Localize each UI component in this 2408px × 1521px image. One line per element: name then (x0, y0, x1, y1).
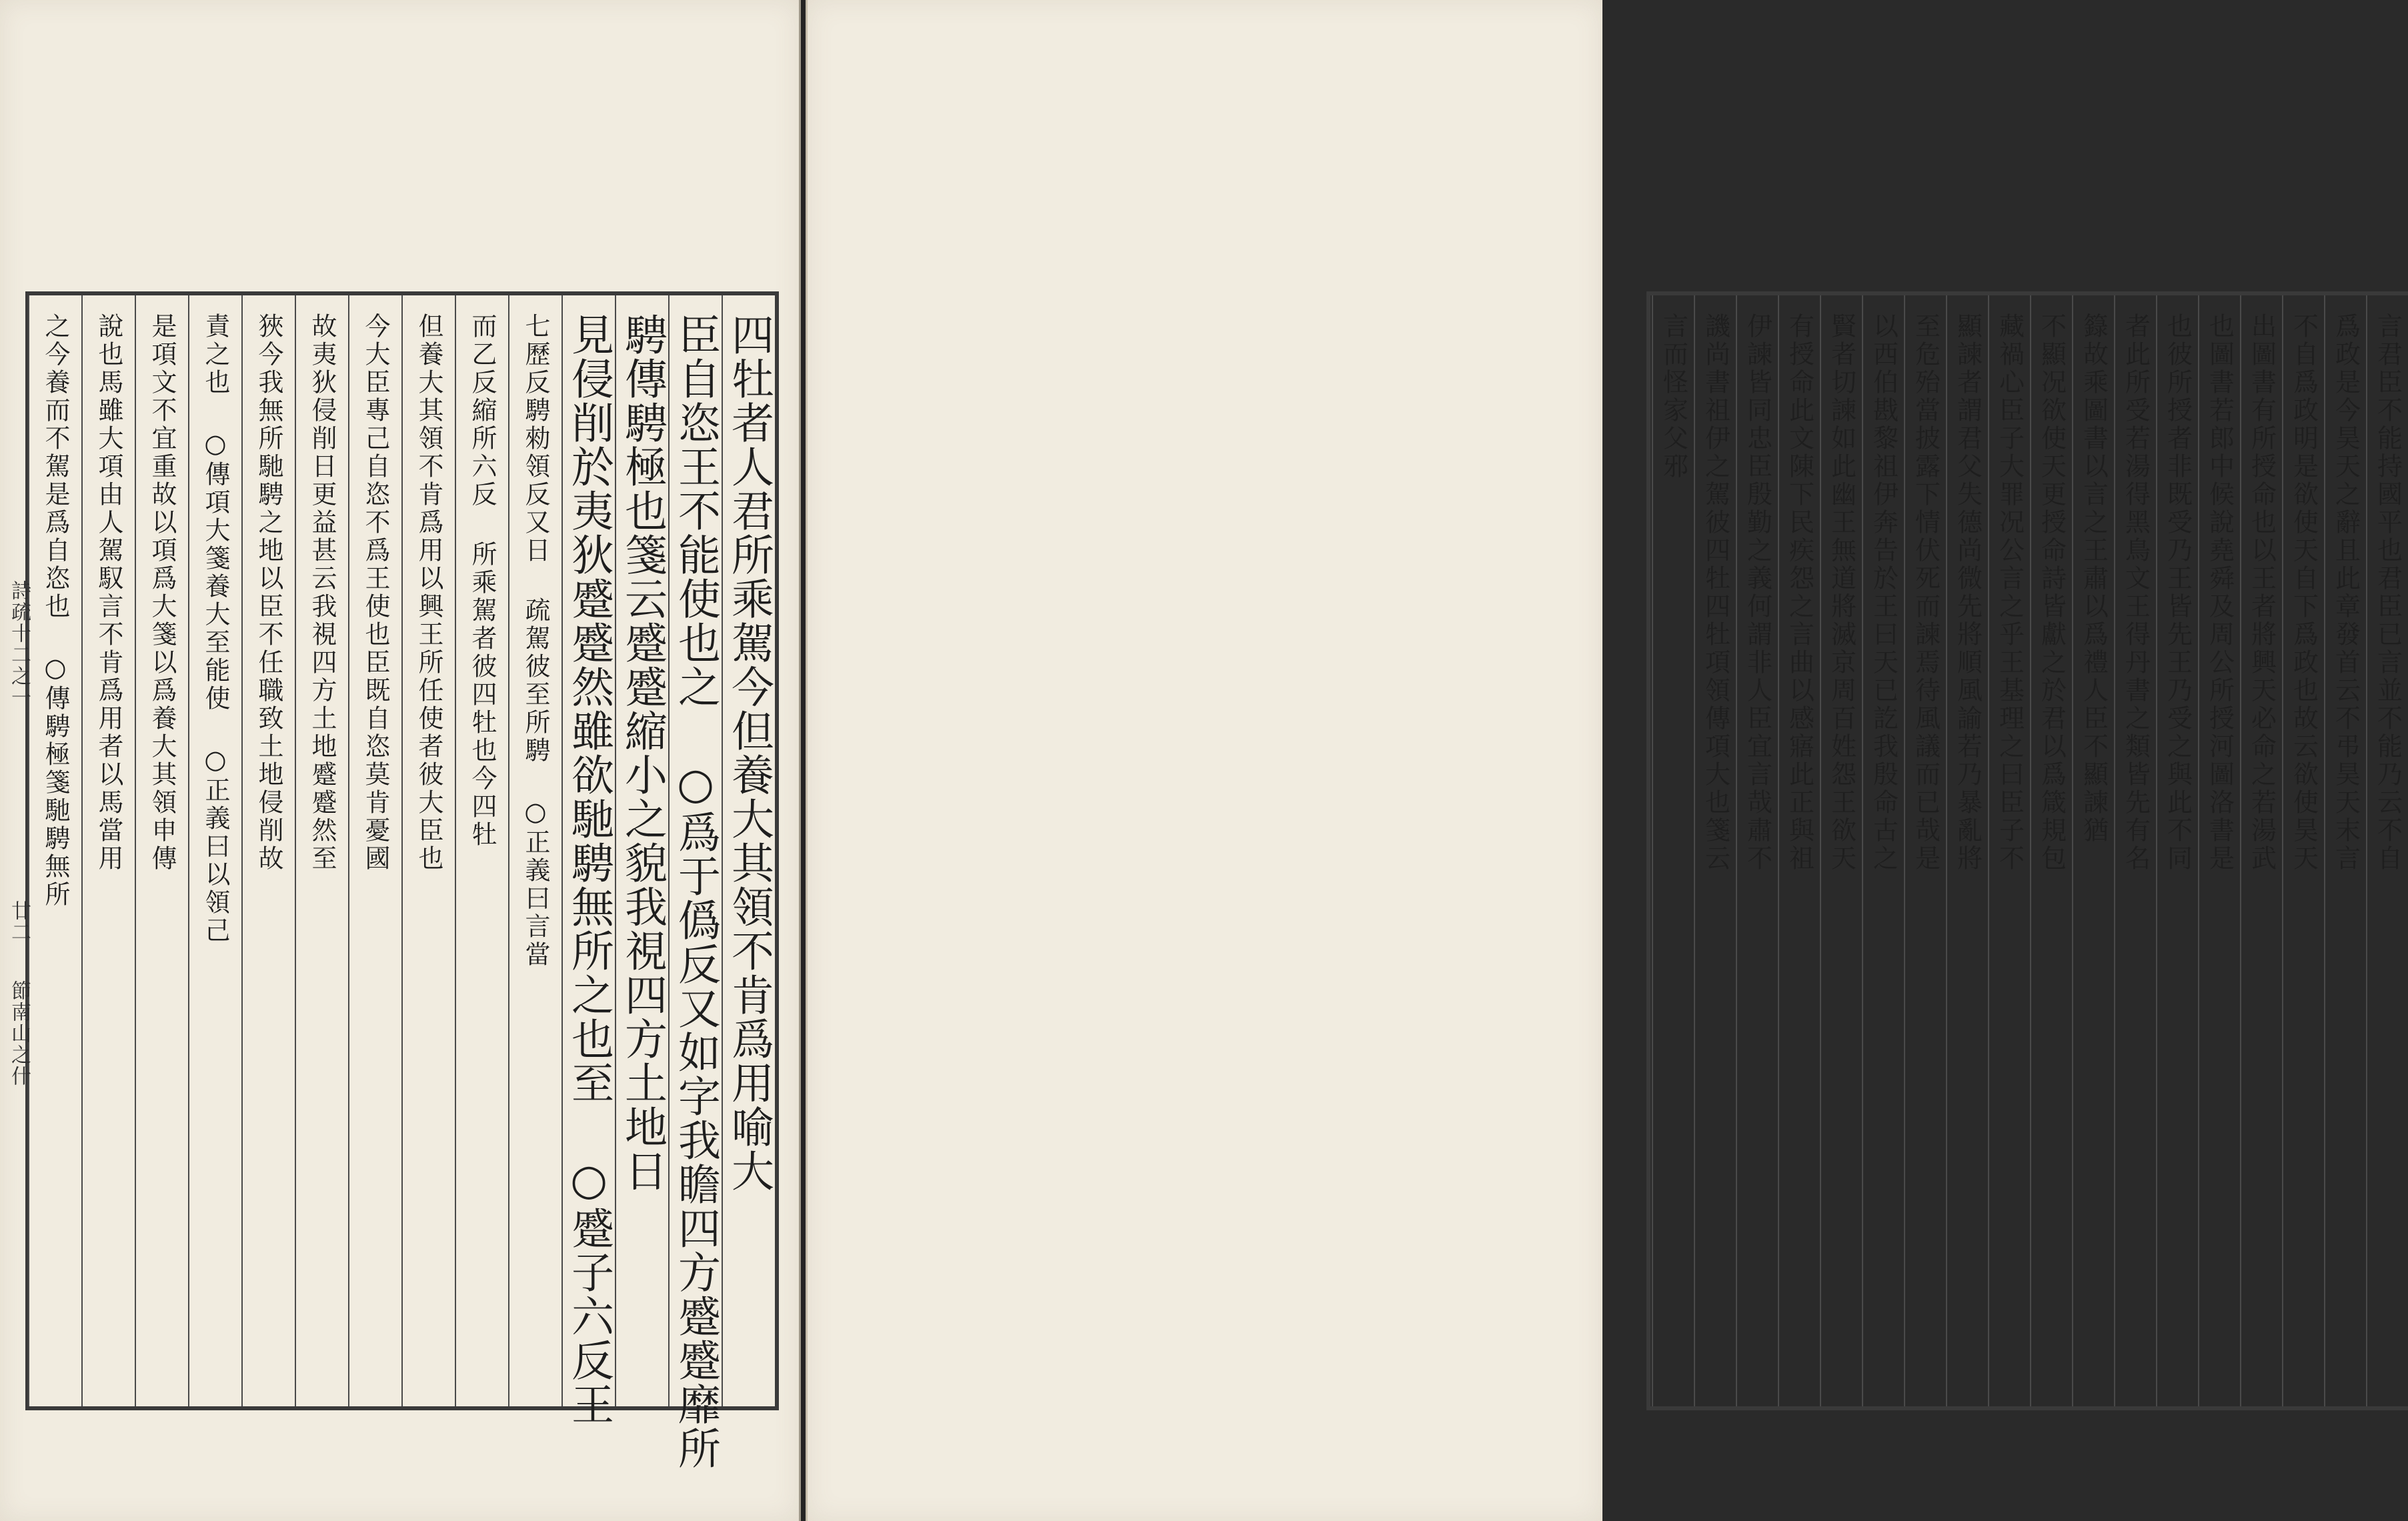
right-column-8 (2072, 295, 2114, 1406)
left-column-text: 說也馬雖大項由人駕馭言不肯爲用者以馬當用 (94, 313, 123, 873)
right-column-text: 有授命此文陳下民疾怨之言曲以感寤此正與祖 (1784, 313, 1815, 873)
right-column-text: 顯諫者謂君父失德尚微先將順風諭若乃暴亂將 (1953, 313, 1983, 873)
right-column-1 (2366, 295, 2408, 1406)
right-column-15 (1778, 295, 1820, 1406)
right-column-2 (2324, 295, 2366, 1406)
left-margin-folio: 廿二 (7, 900, 31, 943)
left-column-text: 見侵削於夷狄蹙蹙然雖欲馳騁無所之也至 ○蹙子六反王 (564, 313, 614, 1426)
left-margin-title: 詩疏十二之一 (7, 580, 31, 708)
right-column-16 (1736, 295, 1778, 1406)
right-column-18 (1652, 295, 1694, 1406)
right-column-12 (1904, 295, 1946, 1406)
right-column-text: 言而怪家父邪 (1658, 313, 1688, 481)
left-column-8 (348, 295, 401, 1406)
left-column-text: 責之也 ○傳項大箋養大至能使 ○正義曰以領己 (201, 313, 230, 945)
right-column-3 (2282, 295, 2324, 1406)
right-column-text: 藏禍心臣子大罪况公言之乎王基理之曰臣子不 (1995, 313, 2025, 873)
left-column-text: 七歷反騁勑領反又日 疏駕彼至所騁 ○正義曰言當 (521, 313, 550, 969)
left-column-4 (561, 295, 615, 1426)
right-text-frame (1646, 291, 2408, 1410)
left-column-text: 臣自恣王不能使也之 ○爲于僞反又如字我瞻四方蹙蹙靡所 (671, 313, 720, 1470)
left-column-2 (668, 295, 722, 1470)
right-column-5 (2198, 295, 2240, 1406)
right-column-text: 不自爲政明是欲使天自下爲政也故云欲使昊天 (2289, 313, 2319, 873)
left-column-text: 騁傳騁極也箋云蹙蹙縮小之貌我視四方土地日 (618, 313, 667, 1193)
left-text-frame (25, 291, 779, 1470)
left-column-7 (401, 295, 455, 1406)
left-column-11 (188, 295, 241, 1406)
left-column-1 (722, 295, 775, 1406)
left-column-text: 故夷狄侵削日更益甚云我視四方土地蹙蹙然至 (307, 313, 337, 873)
right-column-text: 伊諫皆同忠臣殷勤之義何謂非人臣宜言哉肅不 (1742, 313, 1772, 873)
book-spine-shadow (799, 0, 808, 1521)
right-column-13 (1862, 295, 1904, 1406)
right-column-text: 不顯况欲使天更授命詩皆獻之於君以爲箴規包 (2037, 313, 2067, 873)
left-column-10 (241, 295, 295, 1406)
right-column-7 (2114, 295, 2156, 1406)
right-column-text: 爲政是今昊天之辭且此章發首云不弔昊天末言 (2331, 313, 2361, 873)
right-column-4 (2240, 295, 2282, 1406)
right-column-text: 至危殆當披露下情伏死而諫焉待風議而已哉是 (1911, 313, 1941, 873)
left-column-text: 而乙反縮所六反 所乘駕者彼四牡也今四牡 (467, 313, 497, 849)
left-column-text: 狹今我無所馳騁之地以臣不任職致土地侵削故 (254, 313, 283, 873)
left-column-text: 但養大其領不肯爲用以興王所任使者彼大臣也 (414, 313, 443, 873)
left-column-text: 之今養而不駕是爲自恣也 ○傳騁極箋馳騁無所 (41, 313, 70, 909)
right-column-text: 也圖書若郎中候說堯舜及周公所授河圖洛書是 (2205, 313, 2235, 873)
right-column-text: 籙故乘圖書以言之王肅以爲禮人臣不顯諫猶 (2079, 313, 2109, 845)
left-page (0, 0, 801, 1521)
right-column-text: 言君臣不能持國平也君臣已言並不能乃云不自 (2373, 313, 2403, 873)
left-column-text: 今大臣專己自恣不爲王使也臣既自恣莫肯憂國 (361, 313, 390, 873)
right-column-text: 出圖書有所授命也以王者將興天必命之若湯武 (2247, 313, 2277, 873)
right-page (806, 0, 2403, 1521)
left-column-text: 是項文不宜重故以項爲大箋以爲養大其領申傳 (147, 313, 177, 873)
left-column-9 (295, 295, 348, 1406)
left-column-3 (615, 295, 668, 1406)
right-column-17 (1694, 295, 1736, 1406)
right-column-text: 者此所受若湯得黑鳥文王得丹書之類皆先有名 (2121, 313, 2151, 873)
left-margin-chapter: 節南山之什 (7, 980, 31, 1087)
right-column-10 (1988, 295, 2030, 1406)
right-column-14 (1820, 295, 1862, 1406)
left-column-13 (81, 295, 135, 1406)
left-column-14 (28, 295, 81, 1406)
left-column-12 (135, 295, 188, 1406)
right-column-text: 也彼所授者非既受乃王皆先王乃受之與此不同 (2163, 313, 2193, 873)
right-column-9 (2030, 295, 2072, 1406)
right-column-text: 賢者切諫如此幽王無道將滅京周百姓怨王欲天 (1827, 313, 1857, 873)
left-column-text: 四牡者人君所乘駕今但養大其領不肯爲用喻大 (724, 313, 774, 1193)
left-column-5 (508, 295, 561, 1406)
left-column-6 (455, 295, 508, 1406)
right-column-11 (1946, 295, 1988, 1406)
right-column-text: 以西伯戡黎祖伊奔告於王曰天已訖我殷命古之 (1869, 313, 1899, 873)
right-column-6 (2156, 295, 2198, 1406)
right-column-text: 譏尚書祖伊之駕彼四牡四牡項領傳項大也箋云 (1700, 313, 1730, 873)
